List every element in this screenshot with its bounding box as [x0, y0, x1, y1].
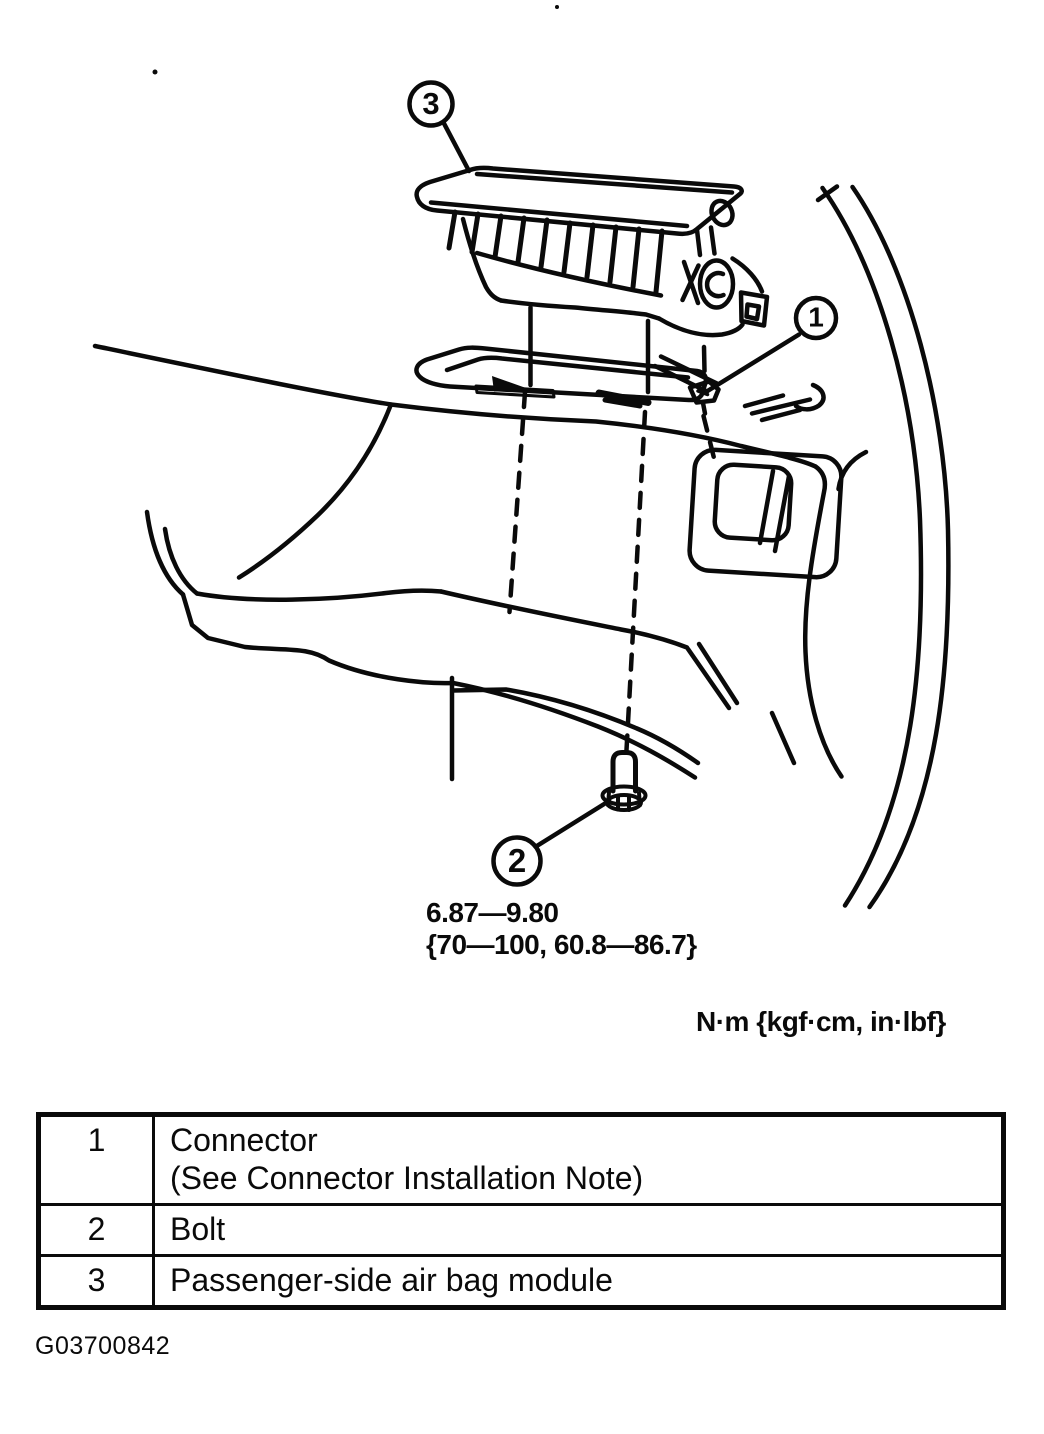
legend-row-bolt — [39, 1205, 1004, 1256]
legend-table — [36, 1112, 1006, 1310]
callout-1-number: 1 — [808, 301, 824, 333]
legend-ref-1: 1 — [39, 1115, 154, 1205]
a-pillar-line — [853, 187, 949, 907]
torque-units-label: N·m {kgf·cm, in·lbf} — [696, 1006, 946, 1037]
legend-row-module — [39, 1256, 1004, 1308]
legend-desc-2: Bolt — [154, 1205, 1004, 1256]
legend-desc-1-line2: (See Connector Installation Note) — [170, 1160, 644, 1196]
torque-spec-nm: 6.87—9.80 — [426, 897, 559, 928]
legend-row-connector — [39, 1115, 1004, 1205]
callout-3-number: 3 — [422, 85, 440, 121]
scan-specks — [153, 5, 560, 75]
dashboard-drawing — [95, 187, 948, 908]
legend-desc-3: Passenger-side air bag module — [154, 1256, 1004, 1308]
torque-spec-alt: {70—100, 60.8—86.7} — [426, 929, 697, 960]
legend-desc-1 — [154, 1115, 1004, 1205]
legend-ref-3: 3 — [39, 1256, 154, 1308]
legend-ref-2: 2 — [39, 1205, 154, 1256]
legend-desc-1-line1: Connector — [170, 1122, 318, 1158]
callout-2-number: 2 — [507, 841, 527, 879]
figure-code: G03700842 — [35, 1332, 171, 1360]
dash-opening-drawing — [416, 347, 717, 406]
